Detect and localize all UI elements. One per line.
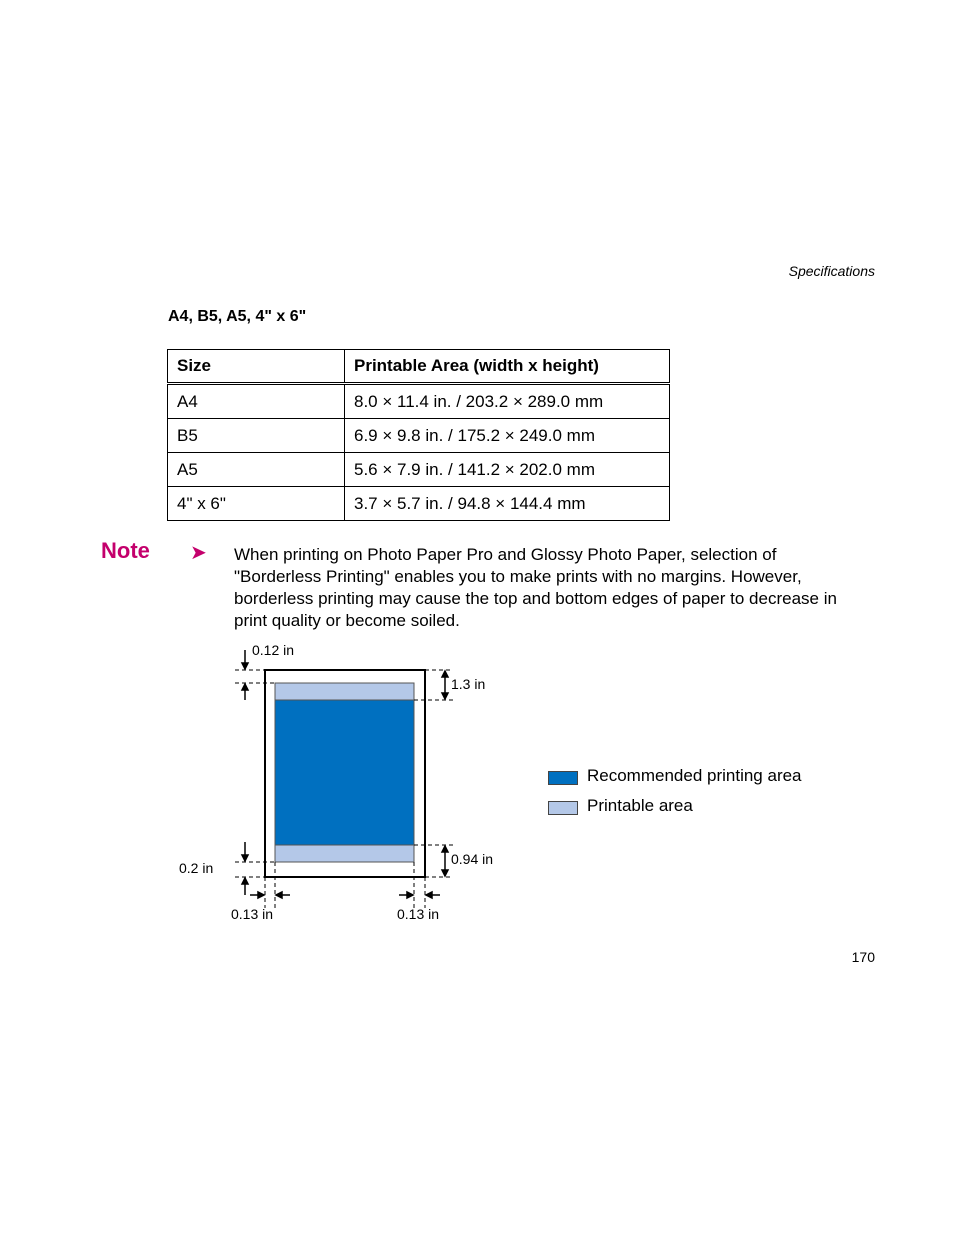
table-row xyxy=(168,487,670,521)
table-row xyxy=(168,419,670,453)
column-header-printable-area: Printable Area (width x height) xyxy=(345,350,670,384)
table-cell-size: A5 xyxy=(168,453,345,487)
dimension-bottom-margin-label: 0.2 in xyxy=(179,860,214,876)
table-header-row xyxy=(168,350,670,384)
dimension-right-margin-label: 0.13 in xyxy=(397,906,440,922)
recommended-swatch xyxy=(548,771,578,785)
dimension-bottom-recommended-label: 0.94 in xyxy=(451,851,494,867)
table-row xyxy=(168,453,670,487)
dimension-top-recommended-label: 1.3 in xyxy=(451,676,486,692)
table-cell-printable-area: 8.0 × 11.4 in. / 203.2 × 289.0 mm xyxy=(345,384,670,419)
dimension-left-margin-label: 0.13 in xyxy=(231,906,274,922)
note-label: Note xyxy=(101,538,150,563)
legend-label-printable: Printable area xyxy=(587,796,693,815)
printable-swatch xyxy=(548,801,578,815)
column-header-size: Size xyxy=(168,350,345,384)
legend-label-recommended: Recommended printing area xyxy=(587,766,802,785)
table-cell-printable-area: 6.9 × 9.8 in. / 175.2 × 249.0 mm xyxy=(345,419,670,453)
table-cell-size: B5 xyxy=(168,419,345,453)
page-number: 170 xyxy=(851,949,875,965)
table-row xyxy=(168,384,670,419)
running-header: Specifications xyxy=(788,263,875,279)
printable-area-table xyxy=(167,349,670,521)
dimension-top-margin-label: 0.12 in xyxy=(252,642,295,658)
table-cell-printable-area: 3.7 × 5.7 in. / 94.8 × 144.4 mm xyxy=(345,487,670,521)
recommended-area-shape xyxy=(275,700,414,845)
table-cell-printable-area: 5.6 × 7.9 in. / 141.2 × 202.0 mm xyxy=(345,453,670,487)
note-arrow-icon: ➤ xyxy=(190,542,207,564)
margin-diagram xyxy=(170,640,510,930)
note-text: When printing on Photo Paper Pro and Glossy Photo Paper, selection of "Borderless Printing" enables you to make prints with no margins. However, borderless printing may cause the top and bottom edges of paper to decrease in print quality or become soiled. xyxy=(234,545,837,630)
table-cell-size: A4 xyxy=(168,384,345,419)
table-cell-size: 4" x 6" xyxy=(168,487,345,521)
section-title: A4, B5, A5, 4" x 6" xyxy=(168,308,307,325)
